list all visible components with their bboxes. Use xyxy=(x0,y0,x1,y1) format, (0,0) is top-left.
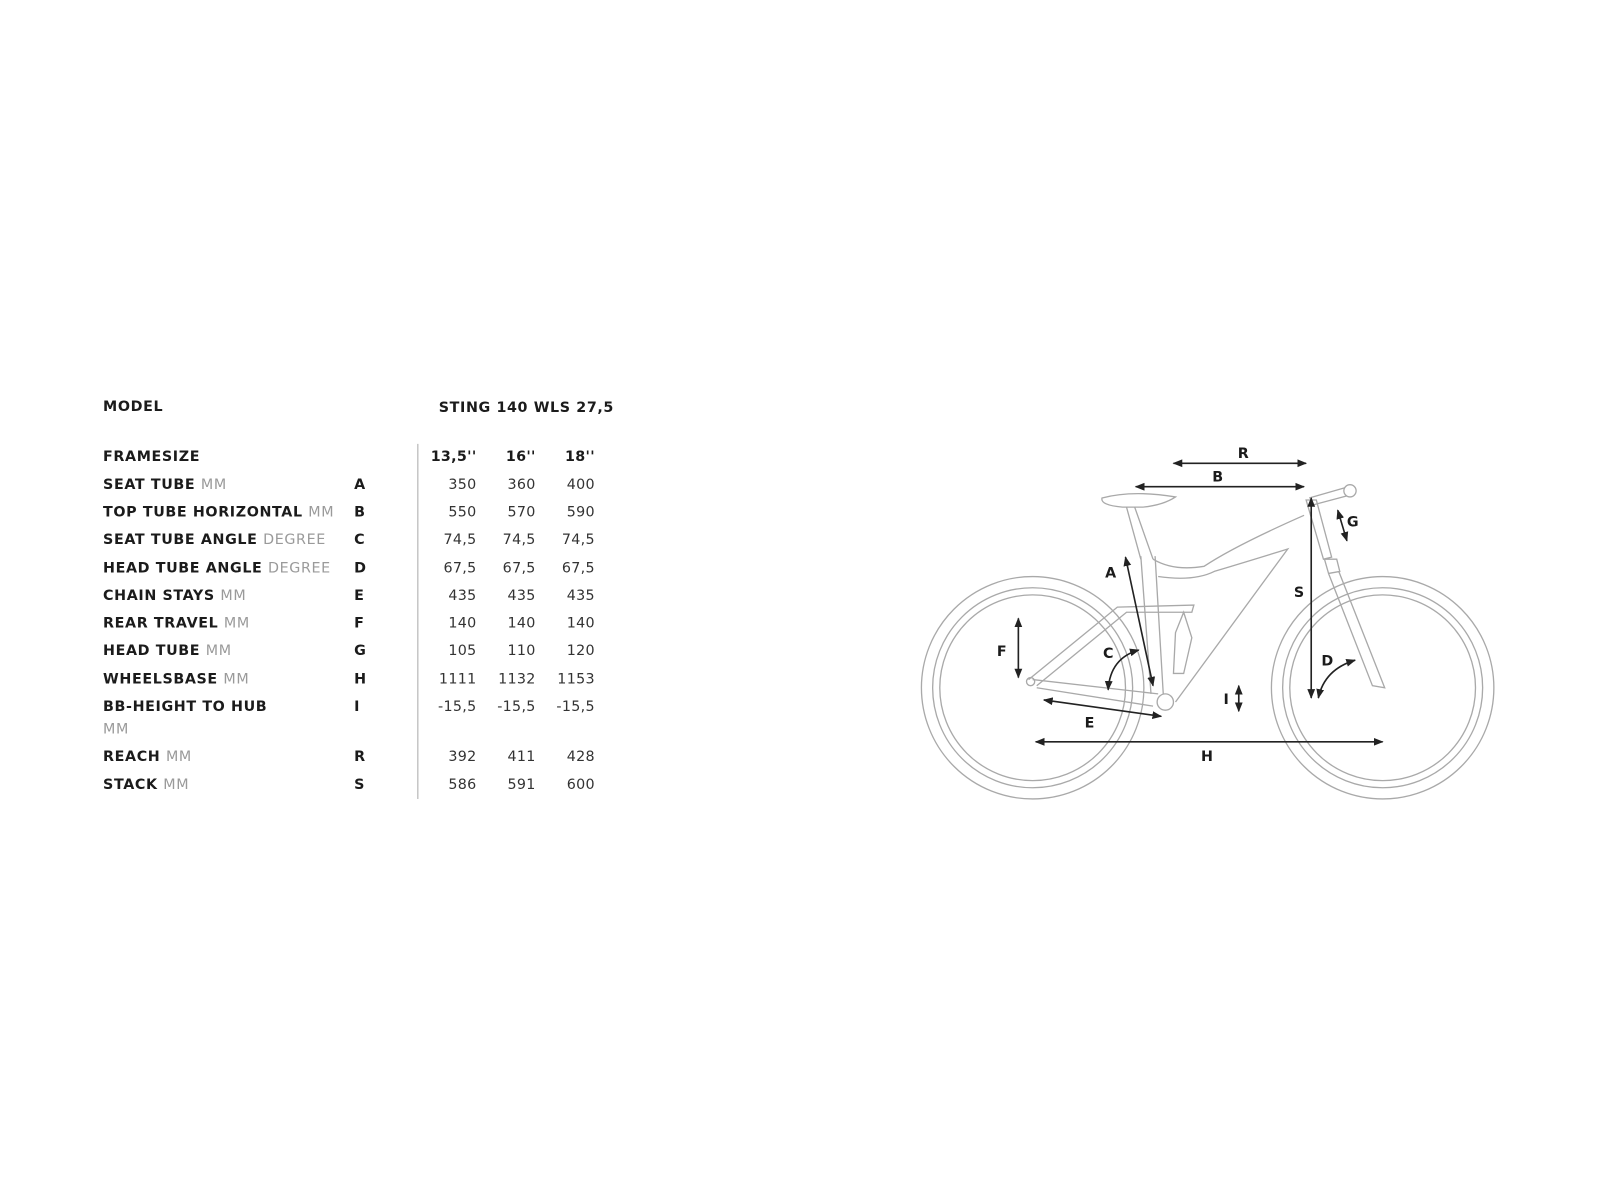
size-value: 550 xyxy=(448,504,477,521)
dimension-letter: F xyxy=(354,615,364,632)
label-e: E xyxy=(1084,715,1095,732)
dimension-letter: B xyxy=(354,504,365,521)
dimension-letter: D xyxy=(354,560,366,577)
arrow-e xyxy=(1044,700,1161,716)
size-value: 140 xyxy=(448,615,477,632)
label-h: H xyxy=(1201,749,1213,766)
size-value: 400 xyxy=(566,476,595,493)
dimension-letter: G xyxy=(354,642,366,660)
dimension-letter: A xyxy=(354,476,366,493)
size-value: 1132 xyxy=(498,671,536,688)
size-value: -15,5 xyxy=(556,698,595,716)
size-value: 74,5 xyxy=(443,531,477,548)
size-value: 140 xyxy=(507,615,536,632)
size-value: 1111 xyxy=(438,671,477,688)
parameter-name: CHAIN STAYS xyxy=(103,587,215,605)
size-value: 140 xyxy=(566,615,595,632)
unit: MM xyxy=(205,642,232,660)
label-r: R xyxy=(1237,446,1249,463)
label-g: G xyxy=(1346,514,1359,531)
dimension-letter: H xyxy=(354,671,367,688)
unit: MM xyxy=(200,476,227,493)
size-header: 13,5'' xyxy=(430,448,477,466)
parameter-name: WHEELSBASE xyxy=(103,671,218,688)
size-value: 350 xyxy=(448,476,477,493)
size-header: 18'' xyxy=(565,448,595,466)
size-value: -15,5 xyxy=(497,698,536,716)
size-value: 600 xyxy=(566,776,595,793)
size-value: 67,5 xyxy=(561,560,595,577)
unit: DEGREE xyxy=(268,560,331,577)
size-value: 586 xyxy=(448,776,477,793)
model-name: STING 140 WLS 27,5 xyxy=(438,399,614,417)
parameter-name: REACH xyxy=(103,748,161,766)
size-value: -15,5 xyxy=(438,698,477,716)
unit: MM xyxy=(308,504,335,521)
unit: MM xyxy=(223,671,250,688)
parameter-name: SEAT TUBE ANGLE xyxy=(103,531,258,548)
dimension-letter: S xyxy=(354,776,365,793)
label-c: C xyxy=(1103,646,1114,663)
size-value: 435 xyxy=(448,587,477,605)
parameter-name: SEAT TUBE xyxy=(103,476,196,493)
size-value: 411 xyxy=(507,748,536,766)
dimension-arrows xyxy=(1018,463,1382,742)
unit: MM xyxy=(103,721,129,738)
size-value: 392 xyxy=(448,748,477,766)
arrow-g xyxy=(1338,510,1347,541)
size-value: 570 xyxy=(507,504,536,521)
parameter-name: HEAD TUBE ANGLE xyxy=(103,560,263,577)
parameter-name: BB-HEIGHT TO HUB xyxy=(103,698,268,716)
unit: DEGREE xyxy=(263,531,326,548)
label-i: I xyxy=(1223,692,1229,709)
model-label: MODEL xyxy=(103,398,164,416)
dimension-letter: R xyxy=(354,748,366,766)
arrow-a xyxy=(1126,557,1154,686)
label-a: A xyxy=(1105,565,1117,582)
parameter-name: REAR TRAVEL xyxy=(103,615,219,632)
label-f: F xyxy=(996,644,1007,661)
size-value: 360 xyxy=(507,476,536,493)
dimension-letter: C xyxy=(354,531,365,548)
size-value: 1153 xyxy=(557,671,595,688)
size-value: 74,5 xyxy=(561,531,595,548)
size-value: 74,5 xyxy=(502,531,536,548)
size-value: 428 xyxy=(566,748,595,766)
parameter-name: TOP TUBE HORIZONTAL xyxy=(103,504,303,521)
label-d: D xyxy=(1321,653,1334,670)
size-value: 435 xyxy=(566,587,595,605)
size-value: 67,5 xyxy=(502,560,536,577)
unit: MM xyxy=(165,748,192,766)
size-value: 67,5 xyxy=(443,560,477,577)
unit: MM xyxy=(220,587,247,605)
label-s: S xyxy=(1293,584,1305,601)
size-header: 16'' xyxy=(505,448,536,466)
size-value: 590 xyxy=(566,504,595,521)
framesize-label: FRAMESIZE xyxy=(103,448,201,466)
size-value: 110 xyxy=(507,642,536,660)
rear-wheel xyxy=(921,577,1143,799)
parameter-name: HEAD TUBE xyxy=(103,642,201,660)
unit: MM xyxy=(163,776,190,793)
bike-frame xyxy=(1027,485,1385,711)
size-value: 120 xyxy=(566,642,595,660)
unit: MM xyxy=(223,615,250,632)
label-b: B xyxy=(1212,469,1224,486)
size-value: 591 xyxy=(507,776,536,793)
parameter-name: STACK xyxy=(103,776,158,793)
size-value: 105 xyxy=(448,642,477,660)
dimension-letter: I xyxy=(354,698,360,716)
size-value: 435 xyxy=(507,587,536,605)
dimension-letter: E xyxy=(354,587,364,605)
